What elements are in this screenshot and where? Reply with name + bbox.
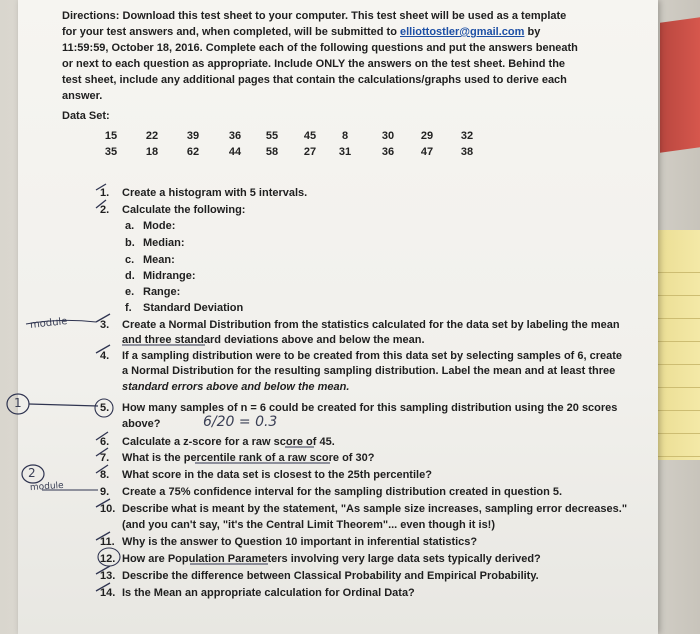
handwritten-module-note: module [29,316,68,331]
data-value: 22 [145,130,159,142]
question-5: 5. How many samples of n = 6 could be created for this sampling distribution using the 20 scores [100,402,618,414]
directions-text-2: by 11:59:59, October 18, 2016. Complete each of the following questions and put the answers beneath or next to each question as appropriate. Include ONLY the answers on the test sheet. Behind the test sheet, include any additional pages that contain the calculations/graphs used to derive each answer. [62,26,578,102]
data-value: 55 [265,130,279,142]
data-value: 30 [381,130,395,142]
question-4-cont: a Normal Distribution for the resulting sampling distribution. Label the mean and at least three [122,365,616,377]
data-value: 29 [420,130,434,142]
red-folder-edge [660,17,700,153]
handwritten-side-note: module [29,480,65,494]
data-value: 36 [381,146,395,158]
data-value: 18 [145,146,159,158]
question-13: 13. Describe the difference between Classical Probability and Empirical Probability. [100,570,539,582]
question-1: 1. Create a histogram with 5 intervals. [100,187,308,199]
handwritten-circle-1: 1 [14,396,22,410]
data-value: 38 [460,146,474,158]
question-9: 9. Create a 75% confidence interval for the sampling distribution created in question 5. [100,486,563,498]
directions-paragraph [62,8,582,104]
question-10-cont: (and you can't say, "it's the Central Limit Theorem"... even though it is!) [122,519,496,531]
data-value: 27 [303,146,317,158]
data-value: 47 [420,146,434,158]
question-5-cont: above? [122,418,161,430]
question-3-cont: and three standard deviations above and below the mean. [122,334,425,346]
sub-item-a: a. Mode: [125,220,176,232]
data-value: 32 [460,130,474,142]
data-value: 36 [228,130,242,142]
question-3: 3. Create a Normal Distribution from the statistics calculated for the data set by labeling the mean [100,319,620,331]
handwritten-circle-2: 2 [28,466,36,480]
directions-text-1: Download this test sheet to your computer. This test sheet will be used as a template for your test answers and, when completed, will be submitted to [62,10,567,38]
question-14: 14. Is the Mean an appropriate calculation for Ordinal Data? [100,587,415,599]
question-11: 11. Why is the answer to Question 10 important in inferential statistics? [100,536,478,548]
handwritten-answer-q5: 6/20 = 0.3 [203,414,278,430]
directions-lead: Directions: [62,10,120,22]
sub-item-d: d. Midrange: [125,270,196,282]
question-4: 4. If a sampling distribution were to be created from this data set by selecting samples of 6, create [100,350,623,362]
data-value: 31 [338,146,352,158]
email-link[interactable]: elliottostler@gmail.com [400,26,525,38]
data-value: 35 [104,146,118,158]
question-8: 8. What score in the data set is closest to the 25th percentile? [100,469,432,481]
question-2: 2. Calculate the following: [100,204,246,216]
data-value: 39 [186,130,200,142]
question-4-cont2: standard errors above and below the mean. [122,381,350,393]
question-6: 6. Calculate a z-score for a raw score of 45. [100,436,335,448]
data-value: 15 [104,130,118,142]
sub-item-e: e. Range: [125,286,181,298]
data-value: 58 [265,146,279,158]
data-value: 62 [186,146,200,158]
question-12: 12. How are Population Parameters involving very large data sets typically derived? [100,553,541,565]
data-set-label: Data Set: [62,110,110,122]
sub-item-b: b. Median: [125,237,185,249]
data-value: 44 [228,146,242,158]
data-value: 45 [303,130,317,142]
question-10: 10. Describe what is meant by the statement, "As sample size increases, sampling error decreases." [100,503,628,515]
sub-item-f: f. Standard Deviation [125,302,244,314]
question-7: 7. What is the percentile rank of a raw score of 30? [100,452,375,464]
sub-item-c: c. Mean: [125,254,175,266]
data-value: 8 [341,130,349,142]
